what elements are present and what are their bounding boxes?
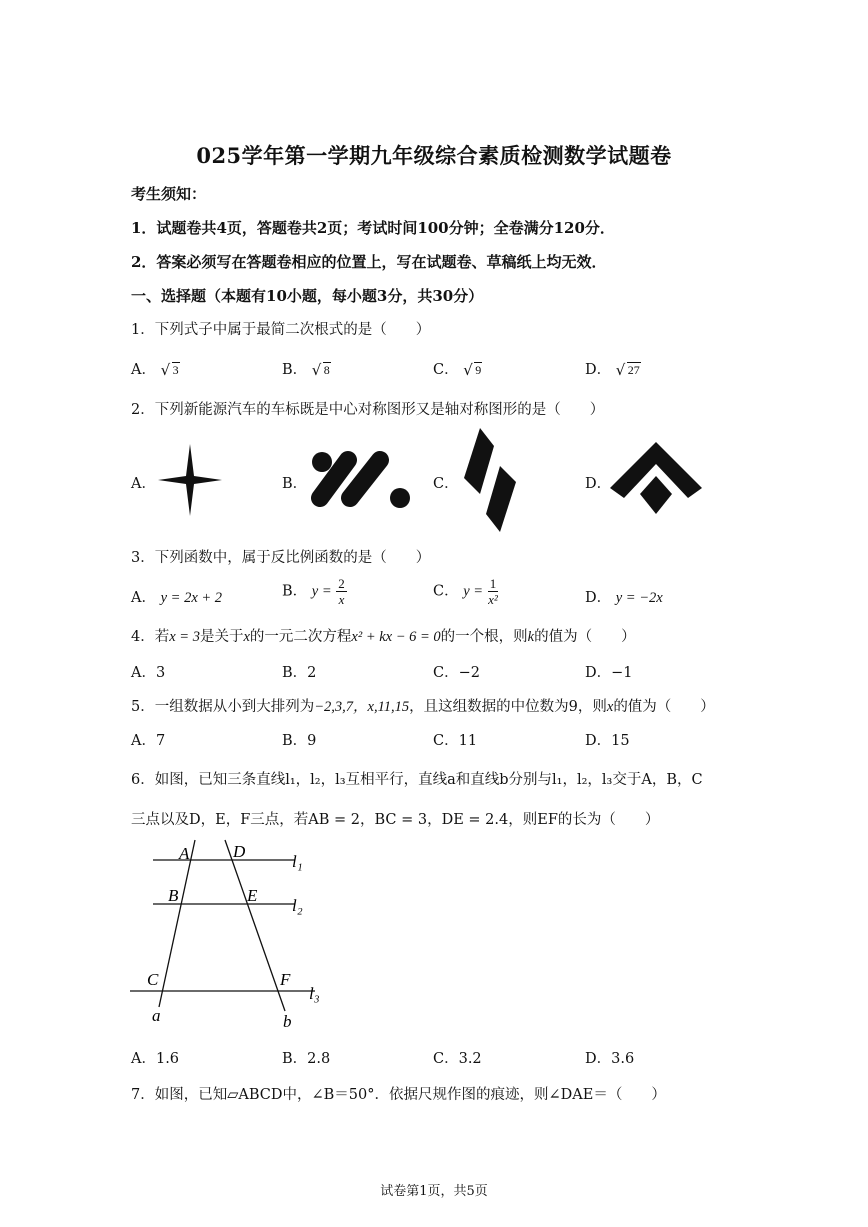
q4-option-d: D．−1 bbox=[585, 665, 633, 681]
q4-option-a: A．3 bbox=[131, 665, 166, 681]
q1-option-b: B． √ 8 bbox=[282, 358, 331, 379]
q3-option-a: A． y = 2x + 2 bbox=[131, 590, 223, 606]
q6-stem-line2: 三点以及D，E，F三点，若AB = 2，BC = 3，DE = 2.4，则EF的长为（ ） bbox=[131, 812, 660, 828]
q5-option-d: D．15 bbox=[585, 733, 630, 749]
q6-option-a: A．1.6 bbox=[131, 1051, 180, 1067]
q1-option-c: C． √ 9 bbox=[433, 358, 482, 379]
q2-option-b: B． bbox=[282, 476, 308, 492]
notice-item-1: 1．试题卷共4页，答题卷共2页；考试时间100分钟；全卷满分120分． bbox=[131, 219, 615, 237]
q2-option-d: D． bbox=[585, 476, 612, 492]
q3-stem: 3．下列函数中，属于反比例函数的是（ ） bbox=[131, 550, 431, 566]
q1-option-a: A． √ 3 bbox=[131, 358, 180, 379]
label-f-point: F bbox=[280, 970, 291, 989]
q6-option-b: B．2.8 bbox=[282, 1051, 331, 1067]
label-e-point: E bbox=[247, 886, 258, 905]
page-footer: 试卷第1页，共5页 bbox=[380, 1184, 488, 1199]
q7-stem: 7．如图，已知▱ABCD中，∠B＝50°．依据尺规作图的痕迹，则∠DAE＝（ ） bbox=[131, 1087, 666, 1103]
q6-option-c: C．3.2 bbox=[433, 1051, 482, 1067]
page-title: 025学年第一学期九年级综合素质检测数学试题卷 bbox=[196, 143, 672, 168]
q5-option-a: A．7 bbox=[131, 733, 166, 749]
slash-dots-logo bbox=[308, 448, 416, 514]
q6-stem-line1: 6．如图，已知三条直线l₁，l₂，l₃互相平行，直线a和直线b分别与l₁，l₂，l₃交于A，B，C bbox=[131, 772, 703, 788]
q4-option-b: B．2 bbox=[282, 665, 317, 681]
label-l2: l₂ bbox=[292, 896, 303, 915]
line-b bbox=[225, 840, 285, 1011]
label-d-point: D bbox=[233, 842, 246, 861]
q1-option-d: D． √ 27 bbox=[585, 358, 641, 379]
label-a-point: A bbox=[179, 844, 190, 863]
q4-option-c: C．−2 bbox=[433, 665, 480, 681]
q6-option-d: D．3.6 bbox=[585, 1051, 635, 1067]
line-a bbox=[159, 840, 195, 1007]
label-b-point: B bbox=[168, 886, 179, 905]
q6-parallel-lines-figure bbox=[125, 835, 335, 1035]
q5-stem: 5．一组数据从小到大排列为−2,3,7，x,11,15，且这组数据的中位数为9，则x的值为（ ） bbox=[131, 699, 715, 715]
label-line-b: b bbox=[283, 1012, 292, 1031]
q2-stem: 2．下列新能源汽车的车标既是中心对称图形又是轴对称图形的是（ ） bbox=[131, 402, 605, 418]
q3-option-d: D． y = −2x bbox=[585, 590, 663, 606]
q5-option-b: B．9 bbox=[282, 733, 317, 749]
notice-item-2: 2．答案必须写在答题卷相应的位置上，写在试题卷、草稿纸上均无效． bbox=[131, 253, 607, 271]
q3-option-b: B． y = $\frac{2}{x}$ bbox=[282, 576, 345, 607]
parallelogram-logo bbox=[458, 426, 522, 534]
roof-diamond-logo bbox=[610, 440, 704, 520]
label-l3: l₃ bbox=[309, 984, 320, 1003]
q1-stem: 1．下列式子中属于最简二次根式的是（ ） bbox=[131, 322, 431, 338]
q5-option-c: C．11 bbox=[433, 733, 478, 749]
section-heading: 一、选择题（本题有10小题，每小题3分，共30分） bbox=[131, 287, 484, 305]
q4-stem: 4．若x = 3是关于x的一元二次方程x² + kx − 6 = 0的一个根，则k的值为（ ） bbox=[131, 629, 636, 645]
label-c-point: C bbox=[147, 970, 159, 989]
notice-heading: 考生须知： bbox=[131, 185, 207, 203]
four-point-star-logo bbox=[156, 440, 228, 518]
label-l1: l₁ bbox=[292, 852, 303, 871]
q2-option-a: A． bbox=[131, 476, 156, 492]
label-line-a: a bbox=[152, 1006, 161, 1025]
q3-option-c: C． y = $\frac{1}{\text{x²}}$ bbox=[433, 576, 498, 607]
q2-option-c: C． bbox=[433, 476, 459, 492]
